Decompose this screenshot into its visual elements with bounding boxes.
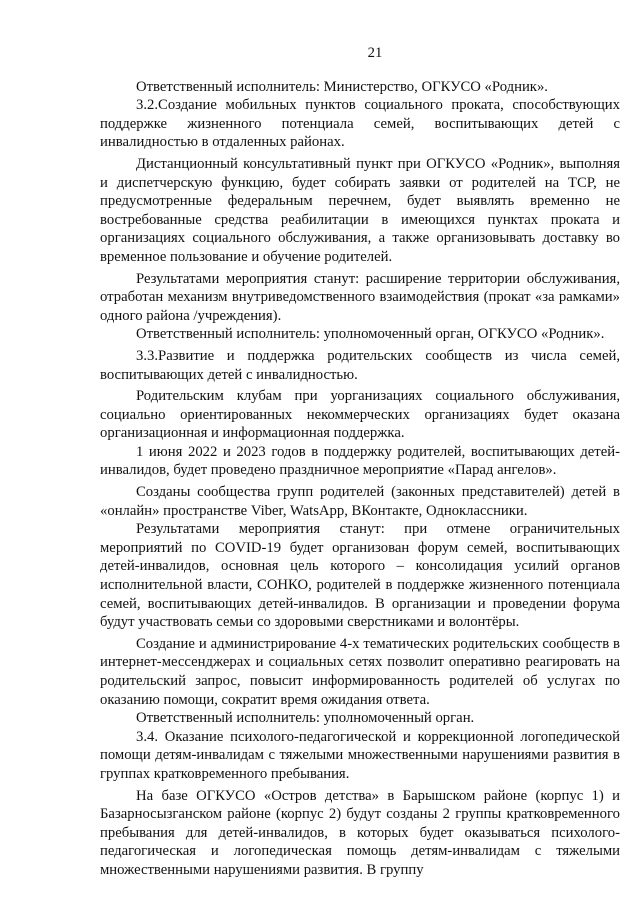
paragraph-section-3-4-heading: 3.4. Оказание психолого-педагогической и коррекционной логопедической помощи детям-инвалидам с тяжелыми множественными нарушениями развития в группах кратковременного пребывания.	[100, 728, 620, 782]
paragraph-parent-clubs: Родительским клубам при уорганизациях социального обслуживания, социально ориентированных некоммерческих организациях будет оказана организационная и информационная поддержка.	[100, 388, 620, 442]
paragraph-results-3-3: Результатами мероприятия станут: при отмене ограничительных мероприятий по COVID-19 будет организован форум семей, воспитывающих детей-инвалидов, основная цель которого – консолидация усилий органов исполнительной власти, СОНКО, родителей в поддержке жизненного потенциала семей, воспитывающих детей-инвалидов. В организации и проведении форума будут участвовать семьи со здоровыми сверстниками и волонтёры.	[100, 521, 620, 631]
page-number: 21	[367, 45, 383, 61]
paragraph-island-of-childhood: На базе ОГКУСО «Остров детства» в Барышском районе (корпус 1) и Базарносызганском районе (корпус 2) будут созданы 2 группы кратковременного пребывания для детей-инвалидов, в которых будет оказываться психолого-педагогическая и логопедическая помощь детям-инвалидам с тяжелыми множественными нарушениями развития. В группу	[100, 787, 620, 878]
paragraph-section-3-2-heading: 3.2.Создание мобильных пунктов социального проката, способствующих поддержке жизненного потенциала семей, воспитывающих детей с инвалидностью в отдаленных районах.	[100, 97, 620, 151]
paragraph-parade-of-angels: 1 июня 2022 и 2023 годов в поддержку родителей, воспитывающих детей-инвалидов, будет проведено праздничное мероприятие «Парад ангелов».	[100, 443, 620, 479]
paragraph-responsible-ministry: Ответственный исполнитель: Министерство, ОГКУСО «Родник».	[136, 78, 548, 95]
paragraph-results-3-2: Результатами мероприятия станут: расширение территории обслуживания, отработан механизм внутриведомственного взаимодействия (прокат «за рамками» одного района /учреждения).	[100, 270, 620, 324]
paragraph-online-communities: Созданы сообщества групп родителей (законных представителей) детей в «онлайн» пространстве Viber, WatsApp, ВКонтакте, Одноклассники.	[100, 484, 620, 519]
paragraph-responsible-3-2: Ответственный исполнитель: уполномоченный орган, ОГКУСО «Родник».	[136, 326, 605, 343]
paragraph-remote-consult-point: Дистанционный консультативный пункт при ОГКУСО «Родник», выполняя и диспетчерскую функцию, будет собирать заявки от родителей на ТСР, не предусмотренные федеральным перечнем, будет выявлять временно не востребованные средства реабилитации в имеющихся пунктах проката и организациях социального обслуживания, а также организовывать доставку во временное пользование и обучение родителей.	[100, 155, 620, 265]
paragraph-section-3-3-heading: 3.3.Развитие и поддержка родительских сообществ из числа семей, воспитывающих детей с инвалидностью.	[100, 347, 620, 383]
paragraph-responsible-3-3: Ответственный исполнитель: уполномоченный орган.	[136, 710, 475, 727]
paragraph-messenger-communities: Создание и администрирование 4-х тематических родительских сообществ в интернет-мессенджерах и социальных сетях позволит оперативно реагировать на родительский запрос, повысит информированность родителей об услугах по оказанию помощи, сократит время ожидания ответа.	[100, 635, 620, 708]
